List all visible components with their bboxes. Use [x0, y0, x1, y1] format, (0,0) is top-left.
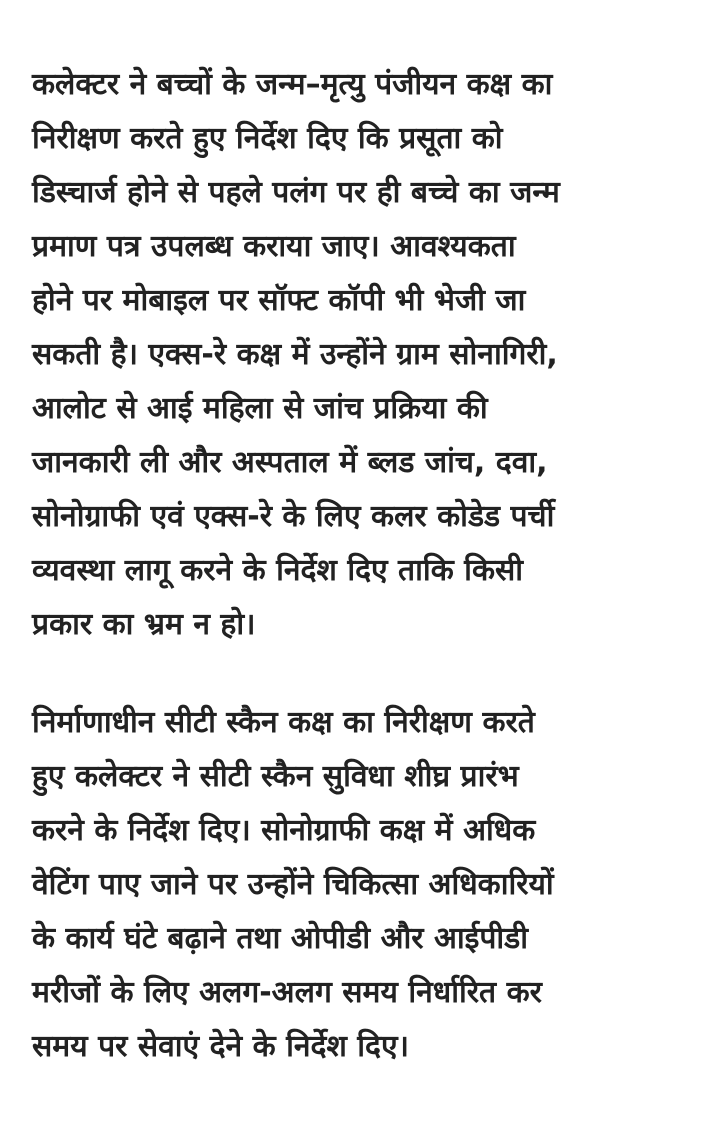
text-line: समय पर सेवाएं देने के निर्देश दिए। [32, 1029, 409, 1064]
text-line: डिस्चार्ज होने से पहले पलंग पर ही बच्चे का जन्म [32, 175, 560, 210]
text-line: होने पर मोबाइल पर सॉफ्ट कॉपी भी भेजी जा [32, 283, 526, 318]
text-line: प्रमाण पत्र उपलब्ध कराया जाए। आवश्यकता [32, 229, 516, 264]
paragraph-registration-inspection [32, 58, 692, 652]
text-line: सोनोग्राफी एवं एक्स-रे के लिए कलर कोडेड पर्ची [32, 499, 555, 534]
text-line: व्यवस्था लागू करने के निर्देश दिए ताकि किसी [32, 553, 524, 588]
text-line: करने के निर्देश दिए। सोनोग्राफी कक्ष में अधिक [32, 813, 536, 848]
text-line: आलोट से आई महिला से जांच प्रक्रिया की [32, 391, 488, 426]
text-line: के कार्य घंटे बढ़ाने तथा ओपीडी और आईपीडी [32, 921, 528, 956]
text-line: निर्माणाधीन सीटी स्कैन कक्ष का निरीक्षण करते [32, 705, 535, 740]
text-line: प्रकार का भ्रम न हो। [32, 607, 256, 642]
text-line: कलेक्टर ने बच्चों के जन्म–मृत्यु पंजीयन कक्ष का [32, 67, 553, 102]
text-line: जानकारी ली और अस्पताल में ब्लड जांच, दवा, [32, 445, 548, 480]
text-line: हुए कलेक्टर ने सीटी स्कैन सुविधा शीघ्र प्रारंभ [32, 759, 519, 794]
text-line: वेटिंग पाए जाने पर उन्होंने चिकित्सा अधिकारियों [32, 867, 554, 902]
article-body [32, 58, 692, 1074]
text-line: सकती है। एक्स-रे कक्ष में उन्होंने ग्राम सोनागिरी, [32, 337, 558, 372]
text-line: निरीक्षण करते हुए निर्देश दिए कि प्रसूता को [32, 121, 503, 156]
text-line: मरीजों के लिए अलग-अलग समय निर्धारित कर [32, 975, 542, 1010]
paragraph-ct-scan-inspection [32, 696, 692, 1074]
